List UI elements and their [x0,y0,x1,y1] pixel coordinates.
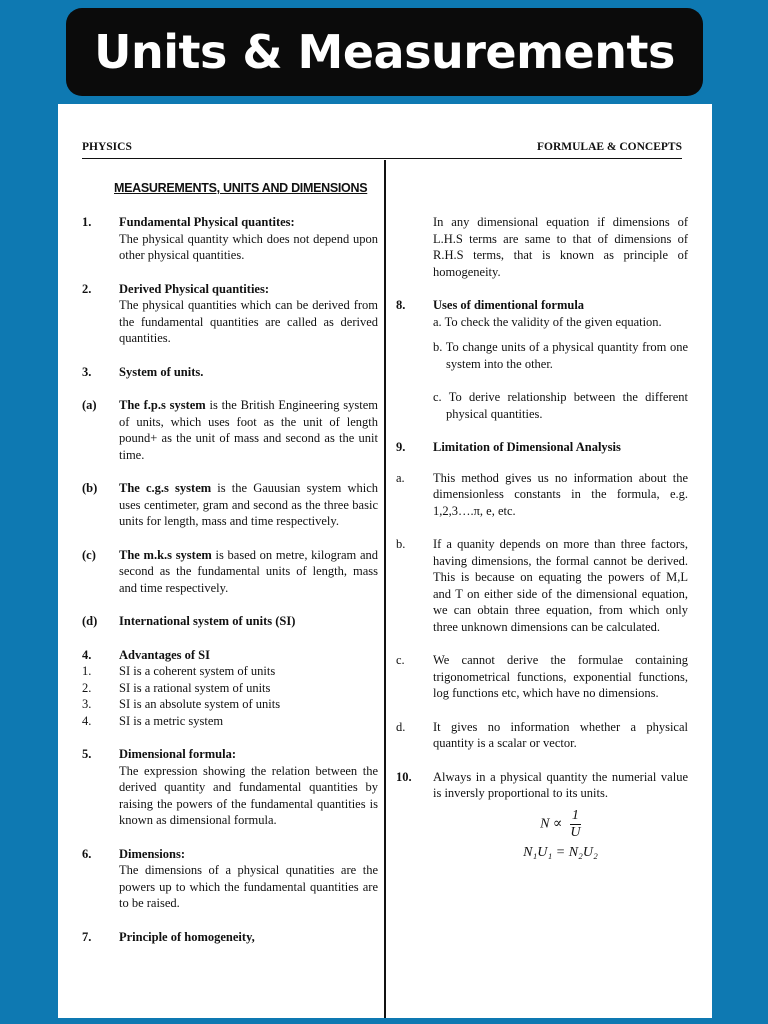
item-number: (a) [82,398,97,412]
item-heading: International system of units (SI) [119,614,296,628]
fraction-numerator: 1 [571,807,579,823]
item-d [82,613,378,630]
item-8-a: a. To check the validity of the given equation. [433,314,662,329]
document-page [58,104,712,1018]
item-body: The dimensions of a physical qunatities are the powers up to which the fundamental quantities are to be raised. [119,863,378,910]
item-number: (b) [82,481,98,495]
item-6 [82,846,378,912]
item-1 [82,214,378,264]
item-5 [82,746,378,829]
item-number: d. [396,719,406,734]
left-column [82,214,378,945]
list-number: 2. [82,680,92,695]
header-right: FORMULAE & CONCEPTS [536,141,682,153]
item-a [82,397,378,463]
formula-fraction [570,808,581,841]
item-8-c: c. To derive relationship between the different physical quantities. [433,390,688,421]
item-heading: Dimensions: [119,846,185,861]
list-item [82,713,378,730]
item-c [82,547,378,597]
formula-left: N ∝ [540,816,563,832]
item-number: 9. [396,440,406,454]
item-body [119,547,378,597]
right-column [396,214,688,861]
list-item [82,663,378,680]
list-item [82,696,378,713]
formula-equation: N₁U₁ = N₂U₂ [523,844,598,860]
item-9-d [396,719,688,752]
item-heading: Fundamental Physical quantites: [119,215,295,229]
formula-proportional [433,808,688,841]
item-number: 2. [82,281,92,296]
item-number: (d) [82,614,98,628]
item-text: is the British Engineering system of units, which uses foot as the unit of length pound+ as the unit of mass and second as the unit time. [119,398,378,462]
item-number: 6. [82,846,92,861]
item-number: 10. [396,769,412,784]
item-body: If a quanity depends on more than three factors, having dimensions, the formal cannot be derived. This is because on equating the powers of M,L and T on either side of the dimensional equation, we can obtain three equation, from which only three unknown dimensions can be calculated. [433,537,688,634]
item-number: a. [396,470,405,485]
item-number: 7. [82,929,92,944]
item-number: 1. [82,215,92,229]
item-3 [82,364,378,381]
item-9-a [396,470,688,520]
item-body: In any dimensional equation if dimensions of L.H.S terms are same to that of dimensions of R.H.S terms, that is known as principle of homogeneity. [433,215,688,279]
section-title: MEASUREMENTS, UNITS AND DIMENSIONS [114,181,368,195]
list-number: 4. [82,713,92,728]
list-item [82,680,378,697]
fraction-denominator: U [570,824,581,840]
item-body: The expression showing the relation between the derived quantity and fundamental quantities by raising the powers of the fundamental quantities is known as dimensional formula. [119,763,378,827]
item-body: This method gives us no information about the dimensionless constants in the formula, e.g. 1,2,3….π, e, etc. [433,470,688,518]
banner-title: Units & Measurements [94,25,675,79]
item-number: c. [396,653,405,667]
list-text: SI is an absolute system of units [119,697,281,711]
item-heading: Advantages of SI [119,647,210,662]
item-number: 8. [396,298,406,312]
item-4 [82,647,378,730]
list-text: SI is a metric system [119,713,224,728]
item-body: The physical quantities which can be derived from the fundamental quantities are called as derived quantities. [119,298,378,345]
item-heading: System of units. [119,364,204,379]
item-heading: Dimensional formula: [119,747,237,761]
item-body: We cannot derive the formulae containing trigonometrical functions, exponential functions, log functions etc, which have no dimensions. [433,653,688,700]
item-number: b. [396,537,406,551]
item-heading: Limitation of Dimensional Analysis [433,440,621,454]
header-left: PHYSICS [82,141,132,153]
item-10 [396,769,688,862]
item-8-b: b. To change units of a physical quantity from one system into the other. [433,340,688,371]
list-text: SI is a rational system of units [119,680,271,695]
list-text: SI is a coherent system of units [119,664,276,678]
item-heading: Uses of dimentional formula [433,298,585,312]
item-number: 3. [82,364,92,379]
item-text: is the Gauusian system which uses centimeter, gram and second as the three basic units for length, mass and time respectively. [119,481,378,528]
item-heading: Principle of homogeneity, [119,929,255,944]
item-number: 4. [82,647,92,662]
item-body: The physical quantity which does not depend upon other physical quantities. [119,231,378,262]
item-9 [396,439,688,456]
item-body [119,397,378,463]
item-4-heading-row [82,647,378,664]
homogeneity-text [396,214,688,280]
item-b [82,480,378,530]
item-body: Always in a physical quantity the numerial value is inversly proportional to its units. [433,769,688,800]
item-strong: The m.k.s system [119,547,212,562]
item-number: 5. [82,747,92,761]
item-heading: Derived Physical quantities: [119,281,269,296]
item-strong: The f.p.s system [119,398,206,412]
item-body [119,480,378,530]
item-2 [82,281,378,347]
item-9-b [396,536,688,635]
item-text: is based on metre, kilogram and second as the fundamental units of length, mass and time respectively. [119,547,379,595]
item-body: It gives no information whether a physical quantity is a scalar or vector. [433,719,688,750]
running-header [82,140,682,159]
title-banner [66,8,703,96]
column-divider [384,160,386,1018]
item-8 [396,297,688,422]
item-9-c [396,652,688,702]
list-number: 1. [82,664,92,678]
item-7 [82,929,378,946]
item-number: (c) [82,547,96,562]
list-number: 3. [82,697,92,711]
item-strong: The c.g.s system [119,481,212,495]
